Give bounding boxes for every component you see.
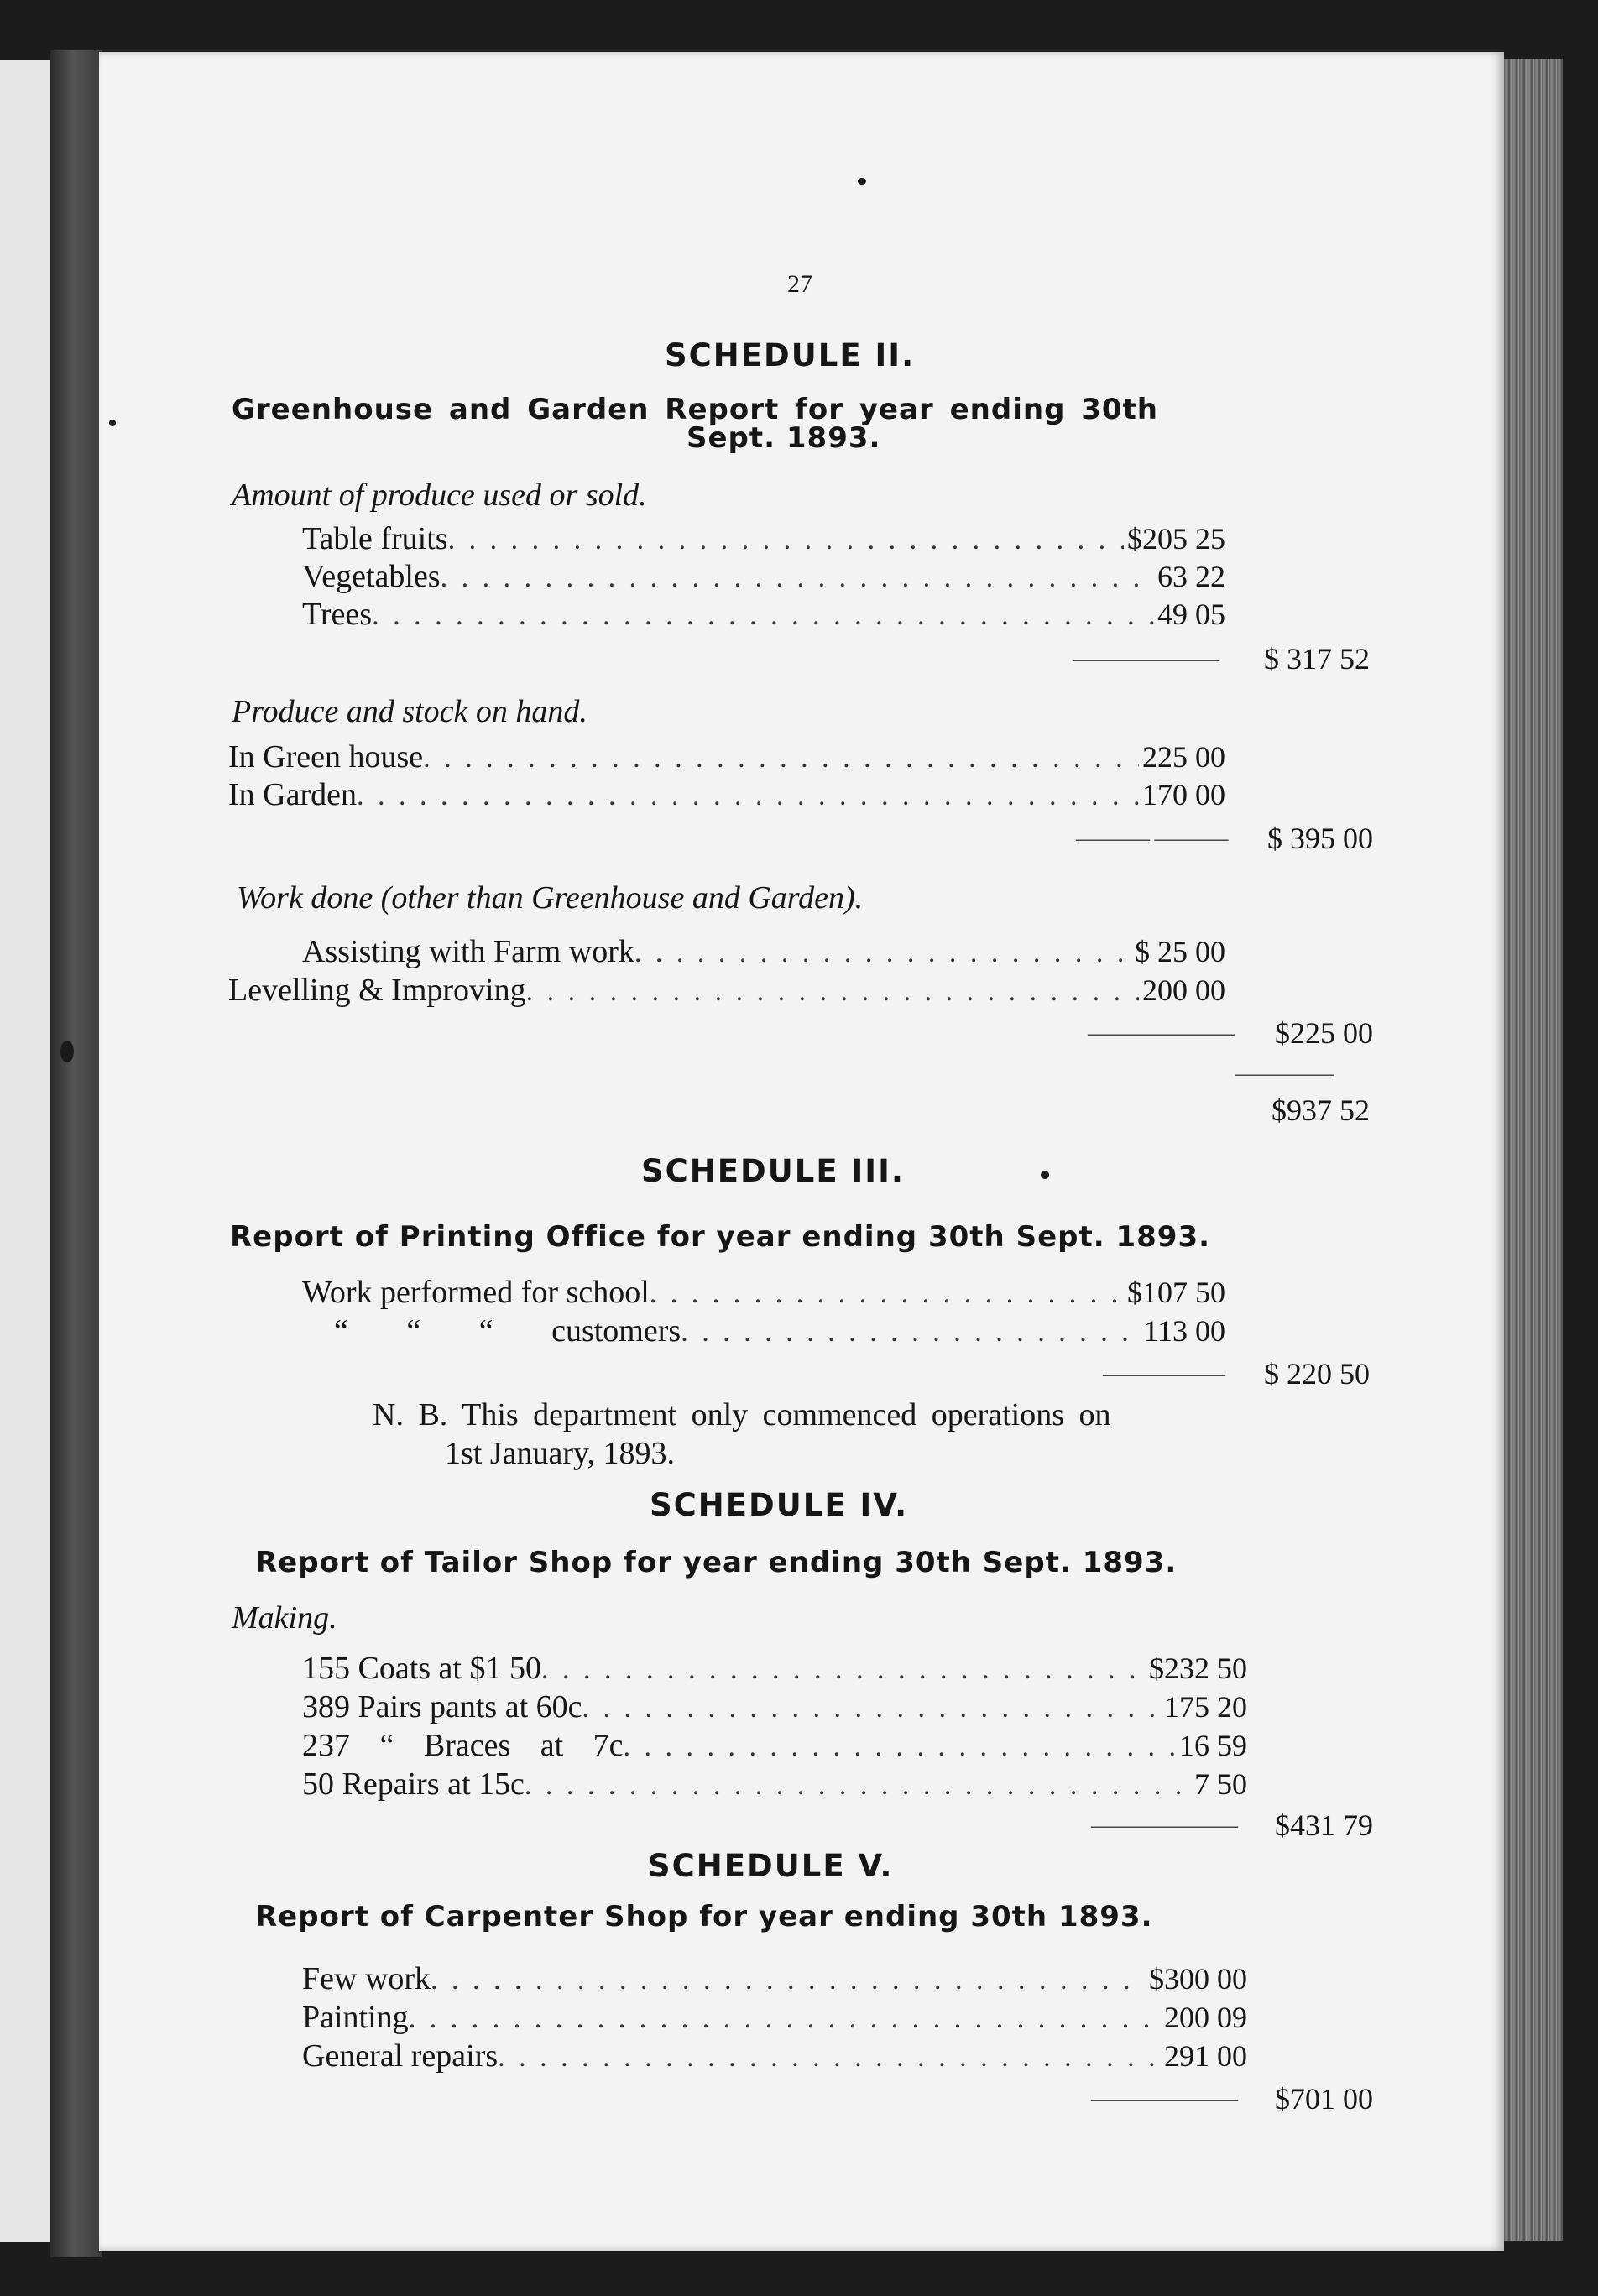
note-line-cont: 1st January, 1893. [445, 1436, 676, 1471]
item-amount: $232 50 [1149, 1652, 1247, 1685]
item-label: Few work [302, 1961, 431, 1996]
dot-leader [441, 562, 1154, 594]
rule-line: —————— [1091, 1811, 1237, 1839]
item-label: Table fruits [302, 521, 448, 556]
ledger-item [302, 1766, 1247, 1803]
item-amount: 291 00 [1164, 2039, 1247, 2073]
item-amount: $ 25 00 [1135, 935, 1225, 968]
schedule-5-heading: SCHEDULE V. [648, 1848, 894, 1884]
dot-leader [525, 1770, 1191, 1802]
item-label: “ “ “ customers [334, 1313, 682, 1349]
dot-leader [431, 1965, 1146, 1996]
section-title: Amount of produce used or sold. [232, 477, 647, 513]
item-amount: 63 22 [1157, 560, 1225, 593]
ledger-item [302, 2038, 1247, 2074]
dot-leader [372, 600, 1154, 632]
page-stack-edges [1504, 59, 1563, 2241]
item-label: General repairs [302, 2038, 499, 2074]
ledger-item [302, 558, 1225, 595]
rule-line: —————— [1088, 1019, 1234, 1046]
dot-leader [582, 1693, 1161, 1725]
item-label: Painting [302, 2000, 409, 2035]
dot-leader [357, 780, 1139, 812]
item-label: Work performed for school [302, 1275, 650, 1310]
item-amount: 113 00 [1143, 1314, 1225, 1348]
total-rule: ———— [1235, 1059, 1333, 1087]
item-label: In Green house [228, 739, 424, 775]
item-amount: $300 00 [1149, 1962, 1247, 1996]
schedule-5-report-title: Report of Carpenter Shop for year ending 30th 1893. [255, 1900, 1153, 1933]
ledger-item [302, 933, 1225, 970]
ledger-item [302, 1999, 1247, 2036]
speck [109, 420, 116, 426]
note-line: N. B. This department only commenced operations on [373, 1397, 1111, 1432]
schedule-2-report-title-cont: Sept. 1893. [687, 421, 881, 455]
dot-leader [498, 2042, 1161, 2074]
rule-line: —————— [1073, 644, 1219, 672]
item-amount: $205 25 [1127, 522, 1225, 556]
item-label: Vegetables [302, 559, 441, 594]
item-label: In Garden [228, 777, 357, 812]
item-label: Trees [302, 597, 373, 632]
dot-leader [650, 1278, 1124, 1310]
speck [858, 178, 866, 185]
item-label: 237 “ Braces at 7c [302, 1728, 624, 1763]
ledger-item [302, 1274, 1225, 1311]
schedule-2-heading: SCHEDULE II. [665, 337, 916, 373]
dot-leader [624, 1731, 1176, 1763]
subtotal: $431 79 [1275, 1808, 1373, 1842]
ledger-item [302, 1960, 1247, 1997]
section-title: Produce and stock on hand. [232, 694, 588, 729]
item-label: Assisting with Farm work [302, 934, 634, 969]
subtotal: $225 00 [1275, 1016, 1373, 1050]
item-amount: 16 59 [1179, 1729, 1247, 1762]
item-label: 389 Pairs pants at 60c [302, 1689, 582, 1725]
subtotal: $ 395 00 [1267, 822, 1373, 855]
item-amount: $107 50 [1127, 1276, 1225, 1309]
item-amount: 170 00 [1142, 778, 1225, 811]
rule-line: —————— [1091, 2085, 1237, 2112]
rule-line: ————— [1103, 1359, 1225, 1387]
dot-leader [681, 1317, 1140, 1349]
ledger-item [302, 596, 1225, 633]
item-amount: 225 00 [1142, 740, 1225, 774]
speck [1041, 1171, 1049, 1179]
section-title: Making. [232, 1600, 337, 1636]
ledger-item [302, 1650, 1247, 1687]
book-gutter [50, 50, 102, 2257]
dot-leader [448, 524, 1124, 556]
item-amount: 49 05 [1157, 597, 1225, 631]
page-number: 27 [787, 270, 812, 298]
ledger-item [302, 1688, 1247, 1725]
facing-page-edge [0, 60, 53, 2242]
ledger-item [302, 520, 1225, 557]
subtotal: $701 00 [1275, 2082, 1373, 2116]
schedule-2-report-title: Greenhouse and Garden Report for year ending 30th [232, 393, 1159, 426]
schedule-4-report-title: Report of Tailor Shop for year ending 30th Sept. 1893. [255, 1546, 1178, 1579]
item-amount: 200 09 [1164, 2001, 1247, 2034]
rule-line: ——— ——— [1076, 824, 1228, 852]
ledger-item [302, 1727, 1247, 1764]
grand-total: $937 52 [1272, 1093, 1370, 1127]
item-label: Levelling & Improving [228, 973, 526, 1008]
subtotal: $ 220 50 [1264, 1357, 1370, 1391]
ledger-item [334, 1312, 1225, 1349]
schedule-4-heading: SCHEDULE IV. [650, 1487, 909, 1523]
ledger-item [228, 972, 1225, 1009]
dot-leader [526, 976, 1139, 1008]
schedule-3-heading: SCHEDULE III. [641, 1153, 905, 1189]
schedule-3-report-title: Report of Printing Office for year ending 30th Sept. 1893. [230, 1220, 1211, 1254]
section-title: Work done (other than Greenhouse and Garden). [237, 880, 864, 916]
speck [60, 1041, 74, 1062]
item-amount: 200 00 [1142, 973, 1225, 1007]
item-amount: 175 20 [1164, 1690, 1247, 1724]
dot-leader [541, 1654, 1146, 1686]
dot-leader [634, 937, 1131, 969]
dot-leader [409, 2003, 1161, 2035]
item-label: 155 Coats at $1 50 [302, 1651, 541, 1686]
ledger-item [228, 738, 1225, 775]
subtotal: $ 317 52 [1264, 642, 1370, 676]
dot-leader [423, 743, 1139, 775]
ledger-item [228, 776, 1225, 813]
item-amount: 7 50 [1194, 1767, 1247, 1801]
item-label: 50 Repairs at 15c [302, 1766, 525, 1802]
